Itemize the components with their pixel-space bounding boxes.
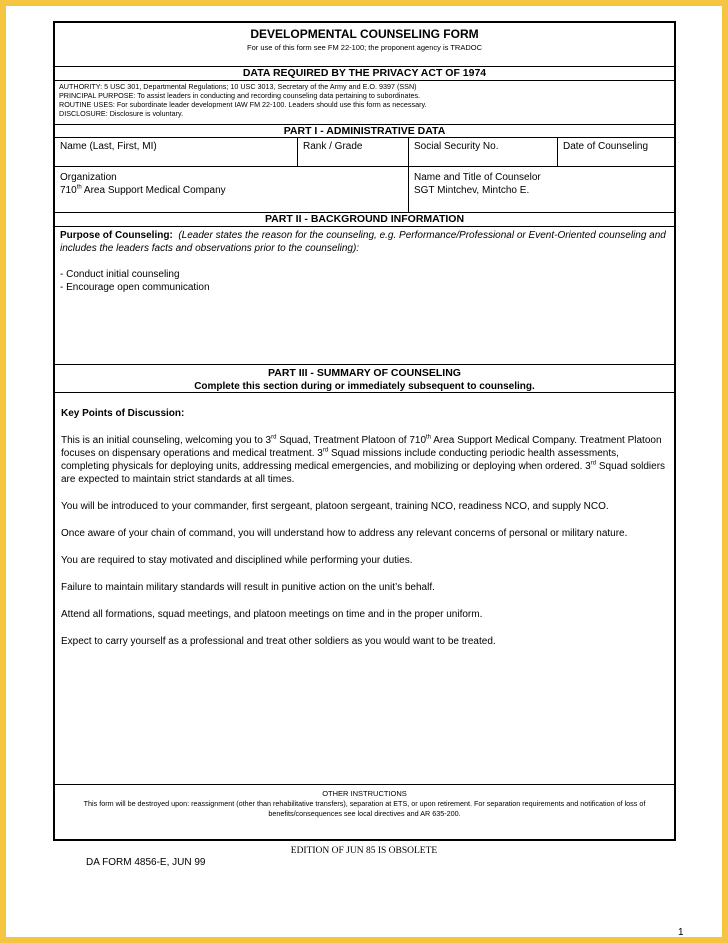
admin-row-1	[55, 138, 674, 167]
key-points-section[interactable]	[55, 393, 674, 785]
privacy-act-block	[55, 81, 674, 125]
other-instructions-header: OTHER INSTRUCTIONS	[322, 789, 407, 798]
privacy-act-header: DATA REQUIRED BY THE PRIVACY ACT OF 1974	[55, 67, 674, 81]
key-point-paragraph: Failure to maintain military standards will result in punitive action on the unit’s behalf.	[61, 582, 435, 593]
organization-label: Organization	[60, 172, 117, 183]
form-number: DA FORM 4856-E, JUN 99	[86, 857, 206, 868]
purpose-label: Purpose of Counseling:	[60, 230, 173, 241]
page-number: 1	[678, 927, 684, 938]
part2-header: PART II - BACKGROUND INFORMATION	[55, 213, 674, 227]
purpose-section[interactable]	[55, 227, 674, 365]
purpose-item: - Conduct initial counseling	[60, 269, 180, 280]
counseling-form	[53, 21, 676, 841]
counselor-label: Name and Title of Counselor	[414, 172, 541, 183]
key-points-label: Key Points of Discussion:	[61, 408, 185, 419]
edition-note: EDITION OF JUN 85 IS OBSOLETE	[290, 846, 438, 856]
organization-value: 710th Area Support Medical Company	[60, 184, 226, 196]
counselor-value: SGT Mintchev, Mintcho E.	[414, 185, 530, 196]
admin-row-2	[55, 167, 674, 213]
other-instructions-text: This form will be destroyed upon: reassignment (other than rehabilitative transfers), separation at ETS, or upon retirement. For separation requirements and notification of loss of benefits/consequences see local directives and AR 635-200.	[83, 799, 646, 818]
key-point-paragraph: You are required to stay motivated and disciplined while performing your duties.	[61, 555, 413, 566]
name-field[interactable]	[55, 138, 298, 166]
form-title-block	[55, 23, 674, 67]
other-instructions-block	[55, 785, 674, 839]
date-label: Date of Counseling	[563, 141, 649, 152]
form-title: DEVELOPMENTAL COUNSELING FORM	[250, 27, 479, 41]
privacy-purpose: PRINCIPAL PURPOSE: To assist leaders in conducting and recording counseling data pertaining to subordinates.	[59, 91, 421, 100]
document-page	[6, 6, 722, 937]
organization-field[interactable]	[55, 167, 409, 212]
part3-subheader: Complete this section during or immediately subsequent to counseling.	[194, 381, 535, 392]
key-point-paragraph: Expect to carry yourself as a professional and treat other soldiers as you would want to be treated.	[61, 636, 496, 647]
privacy-authority: AUTHORITY: 5 USC 301, Departmental Regulations; 10 USC 3013, Secretary of the Army and E.O. 9397 (SSN)	[59, 82, 417, 91]
privacy-routine-uses: ROUTINE USES: For subordinate leader development IAW FM 22-100. Leaders should use this form as necessary.	[59, 100, 427, 109]
purpose-description: (Leader states the reason for the counseling, e.g. Performance/Professional or Event-Oriented counseling and includes the leaders facts and observations prior to the counseling):	[60, 230, 666, 254]
part1-header: PART I - ADMINISTRATIVE DATA	[55, 125, 674, 138]
key-point-paragraph: You will be introduced to your commander, first sergeant, platoon sergeant, training NCO, readiness NCO, and supply NCO.	[61, 501, 609, 512]
part3-header: PART III - SUMMARY OF COUNSELING	[268, 367, 461, 379]
purpose-text	[60, 229, 669, 255]
part3-header-block	[55, 365, 674, 393]
counselor-field[interactable]	[409, 167, 674, 212]
ssn-field[interactable]	[409, 138, 558, 166]
rank-field[interactable]	[298, 138, 409, 166]
name-label: Name (Last, First, MI)	[60, 141, 157, 152]
privacy-disclosure: DISCLOSURE: Disclosure is voluntary.	[59, 109, 184, 118]
key-point-paragraph: Once aware of your chain of command, you will understand how to address any relevant concerns of personal or military nature.	[61, 528, 628, 539]
key-point-paragraph: This is an initial counseling, welcoming you to 3rd Squad, Treatment Platoon of 710th Area Support Medical Company. Treatment Platoon focuses on dispensary operations and medical treatment. 3rd Squad missions include conducting periodic health assessments, completing physicals for deploying units, addressing medical emergencies, and mobilizing or deploying when ordered. 3rd Squad soldiers are expected to maintain strict standards at all times.	[61, 434, 666, 485]
form-subtitle: For use of this form see FM 22-100; the proponent agency is TRADOC	[247, 43, 482, 52]
purpose-item: - Encourage open communication	[60, 282, 210, 293]
date-field[interactable]	[558, 138, 674, 166]
ssn-label: Social Security No.	[414, 141, 499, 152]
rank-label: Rank / Grade	[303, 141, 363, 152]
key-point-paragraph: Attend all formations, squad meetings, and platoon meetings on time and in the proper uniform.	[61, 609, 483, 620]
